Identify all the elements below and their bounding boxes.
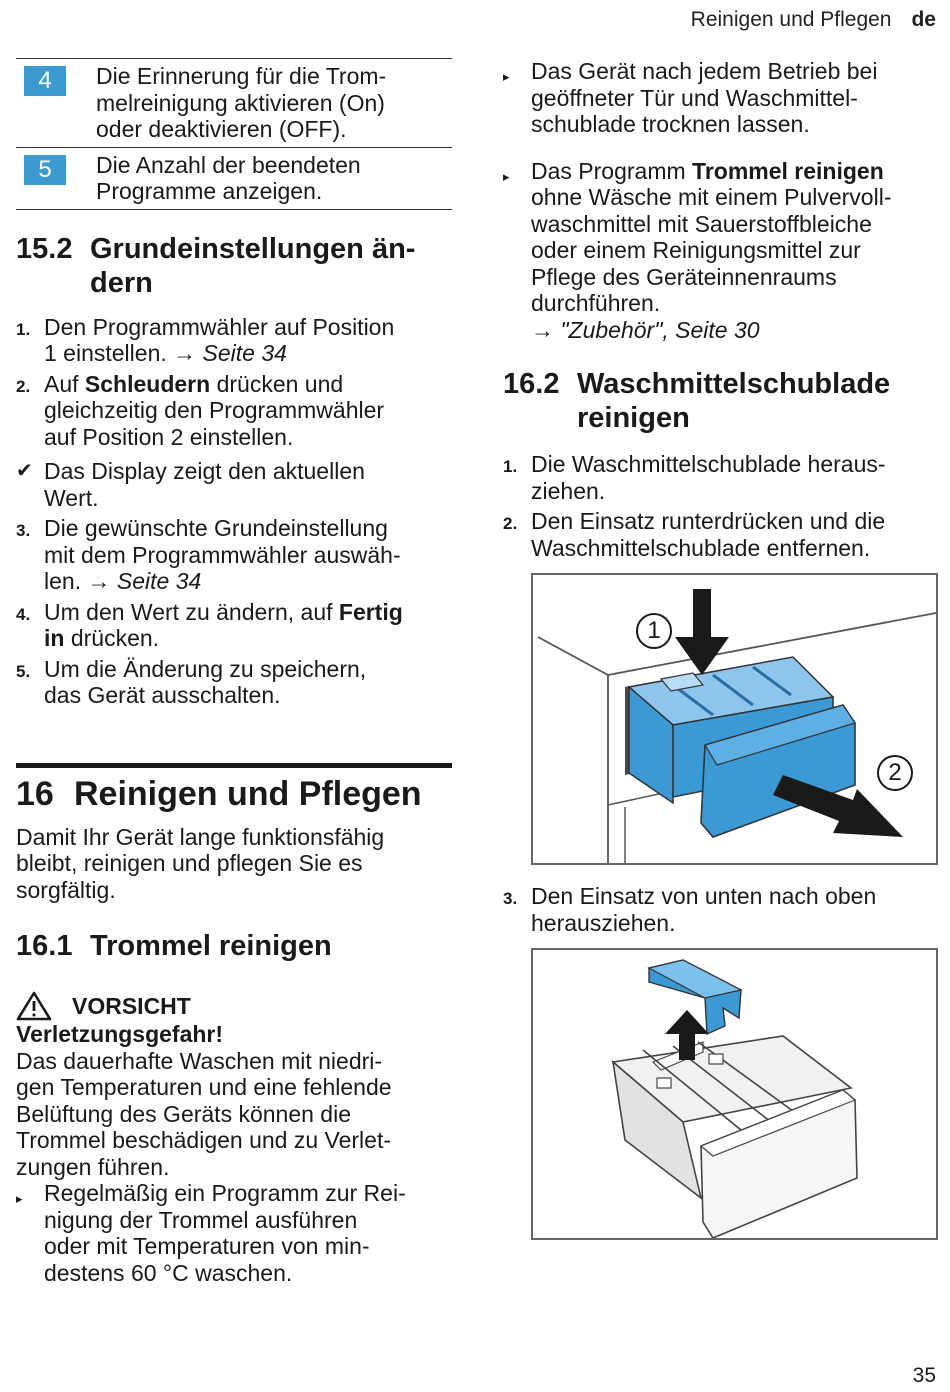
bullet-line: ohne Wäsche mit einem Pulvervoll- (531, 184, 892, 210)
step-text: Die Waschmittelschublade heraus- (531, 451, 886, 477)
bullet-triangle-icon: ▸ (503, 69, 510, 84)
step-text: gleichzeitig den Programmwähler (44, 397, 385, 423)
step-item (16, 515, 452, 595)
page-reference-link[interactable]: → Seite 34 (87, 568, 202, 594)
bullet-item (503, 158, 939, 344)
left-column (16, 58, 452, 1286)
warning-line: gen Temperaturen und eine fehlende (16, 1074, 392, 1100)
section-heading-16-2 (503, 367, 939, 435)
section-number: 15.2 (16, 232, 73, 265)
row-description (96, 63, 386, 143)
step-number: 3. (16, 521, 31, 540)
step-text: mit dem Programmwähler auswäh- (44, 541, 401, 568)
warning-label: VORSICHT (72, 992, 191, 1019)
step-text: Um den Wert zu ändern, auf (44, 598, 339, 625)
page-reference-link[interactable]: → Seite 34 (173, 340, 287, 366)
row-number-badge: 5 (24, 155, 66, 185)
bullet-line: waschmittel mit Sauerstoffbleiche (531, 210, 872, 237)
chapter-title: Reinigen und Pflegen (74, 774, 422, 813)
step-item (503, 451, 939, 504)
intro-line: bleibt, reinigen und pflegen Sie es (16, 850, 363, 876)
section-heading-15-2 (16, 232, 452, 300)
button-name-text: in (44, 625, 65, 651)
result-text: Das Display zeigt den aktuellen (44, 458, 365, 484)
step-text: len. (44, 568, 82, 594)
running-header (691, 8, 936, 32)
step-item (16, 371, 452, 451)
warning-line: Trommel beschädigen und zu Verlet- (16, 1127, 392, 1153)
warning-text (16, 1048, 452, 1181)
result-item (16, 458, 452, 511)
bullet-line: Pflege des Geräteinnenraums (531, 263, 837, 290)
step-text: das Gerät ausschalten. (44, 682, 281, 708)
chapter-heading-16 (16, 774, 452, 814)
step-number: 5. (16, 661, 31, 681)
figure-drawer-removal (531, 573, 938, 865)
step-item (16, 314, 452, 367)
bullet-line: geöffneter Tür und Waschmittel- (531, 84, 858, 111)
result-text: Wert. (44, 484, 99, 511)
title-line: reinigen (577, 402, 690, 434)
section-number: 16.2 (503, 368, 560, 400)
intro-line: sorgfältig. (16, 876, 116, 903)
step-text: Um die Änderung zu speichern, (44, 655, 367, 682)
step-number: 1. (16, 319, 31, 339)
bullet-line: Regelmäßig ein Programm zur Rei- (44, 1180, 406, 1206)
step-number: 2. (16, 376, 31, 396)
step-item (503, 508, 939, 561)
bullet-line: oder mit Temperaturen von min- (44, 1233, 370, 1259)
function-table (16, 58, 452, 210)
page-number: 35 (912, 1364, 936, 1387)
step-text: Den Einsatz von unten nach oben (531, 883, 877, 909)
step-text: auf Position 2 einstellen. (44, 423, 294, 450)
warning-triangle-icon (16, 991, 52, 1021)
section-number: 16.1 (16, 930, 73, 962)
button-name-text: Fertig (338, 598, 403, 625)
step-text: ziehen. (531, 477, 606, 504)
step-text: Die gewünschte Grundeinstellung (44, 515, 388, 541)
bullet-triangle-icon: ▸ (503, 168, 510, 184)
step-item (16, 656, 452, 709)
right-column (503, 58, 939, 1240)
bullet-line: Das Gerät nach jedem Betrieb bei (531, 58, 878, 84)
section-title (90, 232, 415, 300)
title-line: dern (90, 266, 153, 299)
row-line: melreinigung aktivieren (On) (96, 89, 385, 116)
step-text: Den Einsatz runterdrücken und die (531, 508, 886, 534)
table-row (16, 59, 452, 148)
drawer-removal-illustration (533, 575, 936, 863)
warning-line: Belüftung des Geräts können die (16, 1100, 352, 1127)
checkmark-icon: ✔ (16, 460, 33, 482)
intro-line: Damit Ihr Gerät lange funktionsfähig (16, 823, 385, 850)
insert-removal-illustration (533, 950, 936, 1238)
step-text: drücken. (64, 625, 160, 651)
title-line: Grundeinstellungen än- (90, 232, 416, 265)
row-line: Programme anzeigen. (96, 178, 323, 204)
row-line: Die Anzahl der beendeten (96, 151, 361, 178)
page-reference-link[interactable]: → "Zubehör", Seite 30 (531, 316, 760, 343)
step-text: 1 einstellen. (44, 340, 167, 366)
bullet-line: oder einem Reinigungsmittel zur (531, 237, 861, 263)
header-section-title: Reinigen und Pflegen (690, 8, 892, 31)
step-number: 2. (503, 514, 518, 533)
warning-line: Das dauerhafte Waschen mit niedri- (16, 1047, 383, 1074)
row-description (96, 152, 361, 205)
figure-insert-removal (531, 948, 938, 1240)
callout-2: 2 (877, 755, 913, 791)
step-text: herausziehen. (531, 909, 676, 936)
row-line: oder deaktivieren (OFF). (96, 116, 347, 142)
callout-1: 1 (636, 613, 672, 649)
chapter-number: 16 (16, 774, 54, 813)
step-number: 4. (16, 604, 31, 624)
section-heading-16-1 (16, 929, 452, 963)
bullet-line: durchführen. (531, 290, 661, 316)
bullet-line: nigung der Trommel ausführen (44, 1206, 358, 1233)
section-title: Trommel reinigen (90, 930, 332, 962)
step-text: Waschmittelschublade entfernen. (531, 534, 871, 561)
bullet-line: destens 60 °C waschen. (44, 1259, 293, 1286)
step-text: Den Programmwähler auf Position (44, 313, 395, 340)
bullet-triangle-icon: ▸ (16, 1191, 23, 1206)
row-number-badge: 4 (24, 66, 66, 96)
section-title (577, 367, 890, 435)
warning-heading: Verletzungsgefahr! (16, 1021, 224, 1047)
program-name-text: Trommel reinigen (692, 157, 884, 184)
button-name-text: Schleudern (84, 370, 211, 397)
step-text: drücken und (210, 370, 344, 397)
row-line: Die Erinnerung für die Trom- (96, 63, 387, 89)
bullet-line: schublade trocknen lassen. (531, 111, 810, 137)
bullet-text: Das Programm (531, 157, 693, 184)
step-item (16, 599, 452, 652)
step-number: 1. (503, 457, 518, 476)
title-line: Waschmittelschublade (577, 368, 891, 400)
chapter-intro (16, 824, 452, 904)
step-item (503, 883, 939, 936)
warning-bullet (16, 1180, 452, 1286)
table-row (16, 148, 452, 210)
step-number: 3. (503, 889, 518, 908)
step-text: Auf (44, 370, 85, 397)
warning-box (16, 991, 452, 1286)
bullet-item (503, 58, 939, 138)
warning-line: zungen führen. (16, 1153, 170, 1180)
header-language: de (911, 8, 936, 31)
